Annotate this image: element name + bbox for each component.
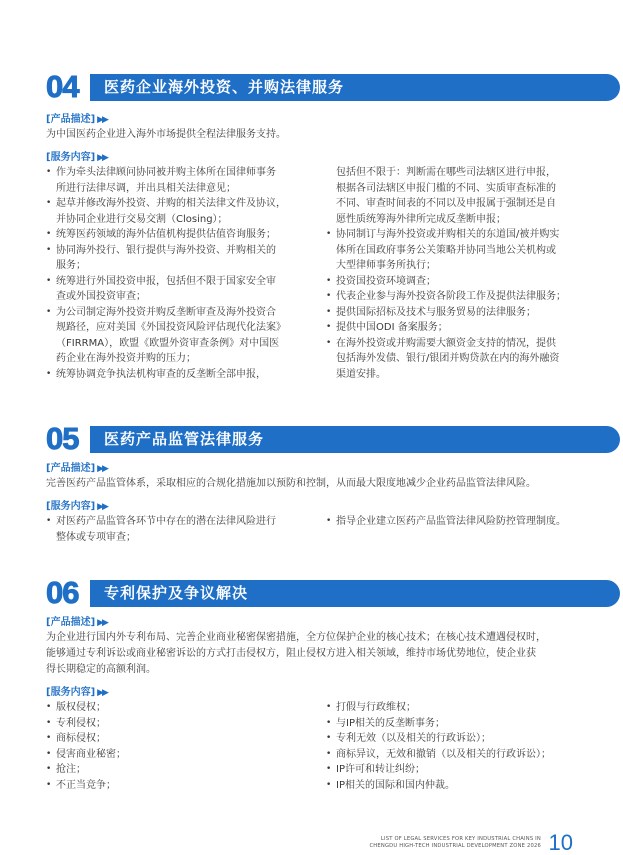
section-header [46, 575, 586, 610]
list-item: 渠道安排。 [336, 368, 386, 380]
list-item: • 专利侵权； [46, 716, 316, 732]
service-columns [46, 514, 586, 548]
section-number: 04 [46, 69, 79, 104]
list-item: 药企业在海外投资并购的压力； [56, 353, 196, 364]
list-item: • 商标异议，无效和撤销（以及相关的行政诉讼）； [326, 747, 586, 763]
service-columns [46, 165, 586, 389]
footer-caption [281, 836, 541, 850]
list-item: 并协同企业进行交易交割（Closing）； [56, 213, 228, 225]
list-item: • 与IP相关的反垄断事务； [326, 716, 586, 732]
list-item: 包括海外发债、银行/银团并购贷款在内的海外融资 [336, 353, 560, 364]
list-item: 不同、审查时间表的不同以及申报属于强制还是自 [336, 198, 556, 209]
list-item: • 侵害商业秘密； [46, 747, 316, 763]
list-item: 包括但不限于：判断需在哪些司法辖区进行申报， [336, 167, 556, 178]
list-item: 查或外国投资审查； [56, 291, 146, 302]
double-arrow-icon: ▶▶ [97, 502, 107, 512]
list-item: • 起草并修改海外投资、并购的相关法律文件及协议， [46, 196, 316, 212]
page-number: 10 [548, 830, 573, 855]
list-item: （FIRRMA），欧盟《欧盟外资审查条例》对中国医 [56, 337, 280, 349]
list-item: • IP许可和转让纠纷； [326, 762, 586, 778]
list-item: • IP相关的国际和国内仲裁。 [326, 778, 586, 794]
list-item: • 提供中国ODI 备案服务； [326, 320, 586, 336]
list-item: • 指导企业建立医药产品监管法律风险防控管理制度。 [326, 514, 586, 530]
service-label: [服务内容] ▶▶ [46, 152, 107, 163]
service-list-right [326, 165, 586, 382]
list-item: • 版权侵权； [46, 700, 316, 716]
section-number: 05 [46, 421, 79, 456]
list-item: • 投资国投资环境调查； [326, 274, 586, 290]
footer-line: CHENGDU HIGH-TECH INDUSTRIAL DEVELOPMENT ZONE 2026 [369, 843, 541, 849]
list-item: 愿性质统筹海外律所完成反垄断申报； [336, 213, 506, 225]
double-arrow-icon: ▶▶ [97, 464, 107, 474]
list-item: • 协同海外投行、银行提供与海外投资、并购相关的 [46, 243, 316, 259]
list-item: 大型律师事务所执行； [336, 260, 436, 271]
service-list-left [46, 700, 316, 793]
list-item: • 抢注； [46, 762, 316, 778]
list-item: 服务； [56, 260, 86, 271]
list-item: • 专利无效（以及相关的行政诉讼）； [326, 731, 586, 747]
list-item: • 统筹进行外国投资申报，包括但不限于国家安全审 [46, 274, 316, 290]
section-number: 06 [46, 575, 79, 610]
list-item: • 不正当竞争； [46, 778, 316, 794]
service-label: [服务内容] ▶▶ [46, 501, 107, 512]
section-06 [46, 575, 586, 796]
service-list-left [46, 514, 316, 545]
list-item: 整体或专项审查； [56, 531, 136, 543]
list-item: • 对医药产品监管各环节中存在的潜在法律风险进行 [46, 514, 316, 530]
product-label: [产品描述] ▶▶ [46, 617, 107, 628]
list-item: • 提供国际招标及技术与服务贸易的法律服务； [326, 305, 586, 321]
product-description-line: 为企业进行国内外专利布局、完善企业商业秘密保密措施，全方位保护企业的核心技术；在核心技术遭遇侵权时， [46, 632, 546, 643]
list-item: • 商标侵权； [46, 731, 316, 747]
product-description: 完善医药产品监管体系，采取相应的合规化措施加以预防和控制，从而最大限度地减少企业药品监管法律风险。 [46, 478, 536, 489]
double-arrow-icon: ▶▶ [97, 115, 107, 125]
section-header [46, 421, 586, 456]
double-arrow-icon: ▶▶ [97, 618, 107, 628]
product-description: 为中国医药企业进入海外市场提供全程法律服务支持。 [46, 129, 286, 140]
list-item: • 代表企业参与海外投资各阶段工作及提供法律服务； [326, 289, 586, 305]
product-label: [产品描述] ▶▶ [46, 114, 107, 125]
double-arrow-icon: ▶▶ [97, 688, 107, 698]
list-item: • 为公司制定海外投资并购反垄断审查及海外投资合 [46, 305, 316, 321]
section-header [46, 69, 586, 104]
list-item: 规路径，应对美国《外国投资风险评估现代化法案》 [56, 322, 286, 333]
list-item: • 统筹协调竞争执法机构审查的反垄断全部申报， [46, 367, 316, 383]
footer-line: LIST OF LEGAL SERVICES FOR KEY INDUSTRIAL CHAINS IN [380, 836, 541, 842]
section-04 [46, 69, 586, 389]
service-label: [服务内容] ▶▶ [46, 687, 107, 698]
list-item: • 统筹医药领域的海外估值机构提供估值咨询服务； [46, 227, 316, 243]
service-list-left [46, 165, 316, 382]
product-label: [产品描述] ▶▶ [46, 463, 107, 474]
list-item: • 作为牵头法律顾问协同被并购主体所在国律师事务 [46, 165, 316, 181]
service-list-right [326, 514, 586, 530]
product-description-line: 能够通过专利诉讼或商业秘密诉讼的方式打击侵权方，阻止侵权方进入相关领域，维持市场优势地位，使企业获 [46, 648, 536, 659]
double-arrow-icon: ▶▶ [97, 153, 107, 163]
section-title: 医药企业海外投资、并购法律服务 [104, 78, 345, 96]
service-columns [46, 700, 586, 796]
section-title: 专利保护及争议解决 [104, 584, 249, 602]
section-05 [46, 421, 586, 548]
service-list-right [326, 700, 586, 793]
list-item: 体所在国政府事务公关策略并协同当地公关机构或 [336, 244, 556, 256]
list-item: • 打假与行政维权； [326, 700, 586, 716]
list-item: 所进行法律尽调，并出具相关法律意见； [56, 182, 236, 194]
list-item: 根据各司法辖区申报门槛的不同、实质审查标准的 [336, 182, 556, 194]
list-item: • 协同制订与海外投资或并购相关的东道国/被并购实 [326, 227, 586, 243]
section-title: 医药产品监管法律服务 [104, 430, 265, 448]
product-description-line: 得长期稳定的高额利润。 [46, 664, 156, 675]
list-item: • 在海外投资或并购需要大额资金支持的情况，提供 [326, 336, 586, 352]
